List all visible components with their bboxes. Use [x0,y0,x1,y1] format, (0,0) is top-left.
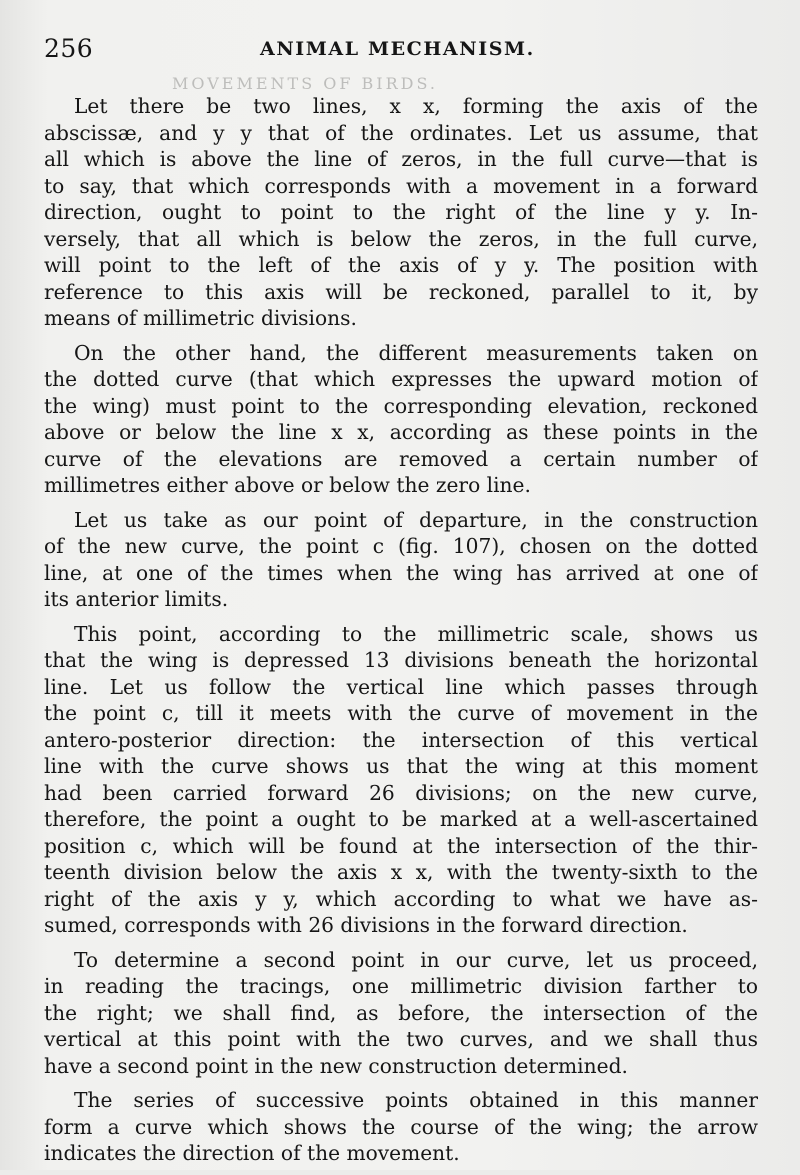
text-line: Let us take as our point of departure, in the construction [74,507,758,532]
text-line: The series of successive points obtained in this manner [74,1088,758,1112]
text-line: vertical at this point with the two curves, and we shall thus [44,1027,758,1051]
text-line: that the wing is depressed 13 divisions beneath the horizontal [44,648,758,672]
text-line: its anterior limits. [44,587,229,611]
text-line: form a curve which shows the course of the wing; the arrow [44,1114,758,1139]
text-line: direction, ought to point to the right of the line y y. In- [44,200,758,224]
text-line: will point to the left of the axis of y y. The position with [44,253,758,277]
text-line: the point c, till it meets with the curve of movement in the [44,701,758,725]
text-line: right of the axis y y, which according to what we have as- [44,886,758,911]
text-line: above or below the line x x, according as these points in the [44,420,758,444]
text-line: therefore, the point a ought to be marked at a well-ascertained [44,807,758,831]
text-line: line. Let us follow the vertical line which passes through [44,674,758,699]
page-number: 256 [44,34,94,63]
text-line: had been carried forward 26 divisions; on the new curve, [44,780,758,805]
paragraph [44,507,758,613]
text-line: of the new curve, the point c (fig. 107), chosen on the dotted [44,534,758,558]
text-line: sumed, corresponds with 26 divisions in the forward direction. [44,913,688,937]
paragraph [44,947,758,1080]
text-line: position c, which will be found at the intersection of the thir- [44,833,758,858]
text-line: teenth division below the axis x x, with the twenty-sixth to the [44,860,758,884]
text-line: On the other hand, the different measurements taken on [74,340,758,365]
paragraph [44,93,758,332]
text-line: versely, that all which is below the zeros, in the full curve, [44,226,758,251]
text-line: all which is above the line of zeros, in the full curve—that is [44,147,758,171]
paragraph [44,340,758,499]
text-line: This point, according to the millimetric scale, shows us [74,621,758,646]
bleed-through-text: MOVEMENTS OF BIRDS. [172,74,438,93]
text-line: antero-posterior direction: the intersection of this vertical [44,727,758,752]
running-title: ANIMAL MECHANISM. [260,38,535,60]
running-head [44,34,744,93]
text-line: millimetres either above or below the zero line. [44,473,531,497]
text-line: curve of the elevations are removed a certain number of [44,446,758,471]
paragraph [44,1087,758,1167]
text-line: to say, that which corresponds with a movement in a forward [44,173,758,198]
text-line: To determine a second point in our curve, let us proceed, [74,947,758,972]
text-line: line with the curve shows us that the wing at this moment [44,754,758,778]
text-line: the wing) must point to the corresponding elevation, reckoned [44,393,758,418]
text-line: line, at one of the times when the wing has arrived at one of [44,560,758,585]
text-line: indicates the direction of the movement. [44,1141,460,1165]
text-line: the right; we shall find, as before, the intersection of the [44,1000,758,1025]
text-line: means of millimetric divisions. [44,306,357,330]
text-line: the dotted curve (that which expresses the upward motion of [44,367,758,391]
text-line: reference to this axis will be reckoned, parallel to it, by [44,279,758,304]
text-line: in reading the tracings, one millimetric division farther to [44,974,758,998]
text-line: have a second point in the new construction determined. [44,1053,628,1078]
body-text [44,93,758,1175]
text-line: abscissæ, and y y that of the ordinates. Let us assume, that [44,120,758,145]
paragraph [44,621,758,939]
text-line: Let there be two lines, x x, forming the axis of the [74,94,758,118]
